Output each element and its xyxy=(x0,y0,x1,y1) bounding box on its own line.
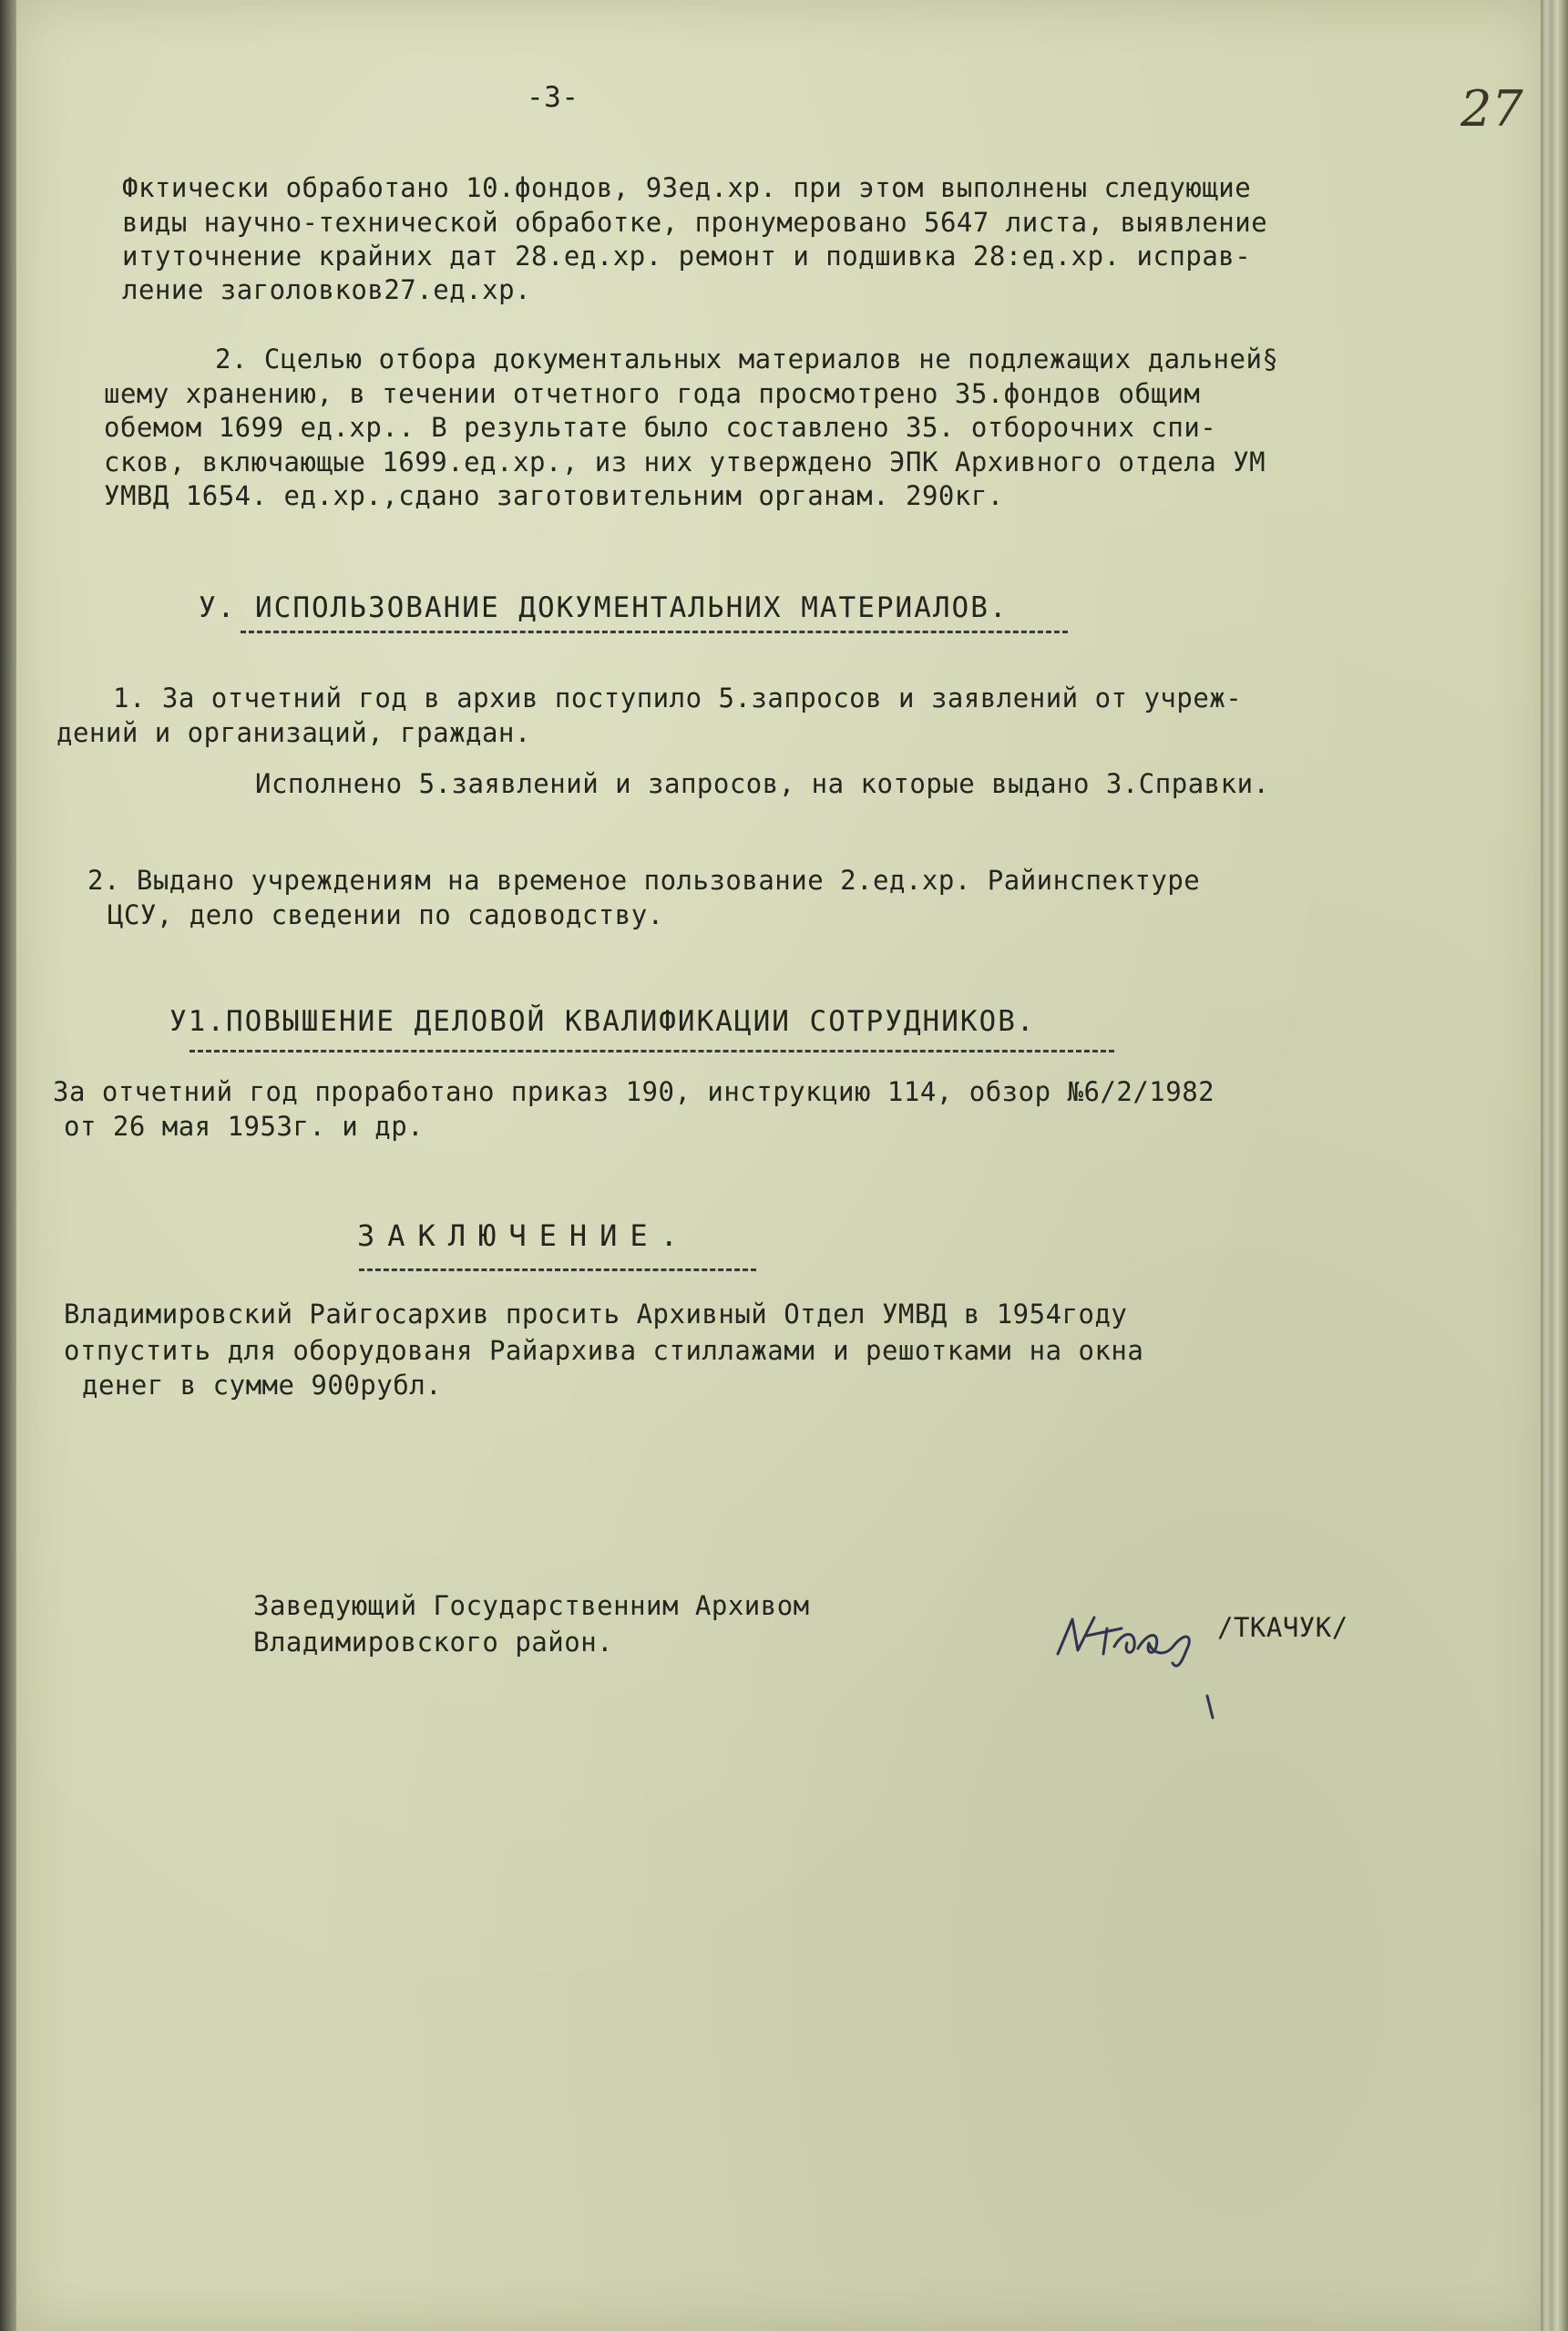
paragraph-2-line-3: обемом 1699 ед.хр.. В результате было составлено 35. отборочних спи- xyxy=(104,412,1217,443)
section-5-item-2-line-1: 2. Выдано учреждениям на временое пользование 2.ед.хр. Райинспектуре xyxy=(87,865,1201,896)
handwritten-signature xyxy=(1050,1590,1242,1727)
paper-stack-edge xyxy=(1541,0,1568,2331)
paragraph-1-line-3: итуточнение крайних дат 28.ед.хр. ремонт и подшивка 28:ед.хр. исправ- xyxy=(122,241,1252,272)
section-6-line-2: от 26 мая 1953г. и др. xyxy=(64,1111,425,1142)
conclusion-line-1: Владимировский Райгосархив просить Архивный Отдел УМВД в 1954году xyxy=(64,1299,1128,1330)
section-5-item-2-line-2: ЦСУ, дело сведении по садоводству. xyxy=(108,899,664,930)
folio-number: 27 xyxy=(1460,80,1523,138)
section-6-line-1: За отчетний год проработано приказ 190, инструкцию 114, обзор №6/2/1982 xyxy=(53,1076,1215,1107)
paragraph-1-line-1: Фктически обработано 10.фондов, 93ед.хр. при этом выполнены следующие xyxy=(122,172,1252,203)
signature-name: /ТКАЧУК/ xyxy=(1217,1612,1348,1643)
section-6-underline xyxy=(190,1050,1114,1053)
paragraph-2-line-2: шему хранению, в течении отчетного года просмотрено 35.фондов общим xyxy=(104,378,1201,409)
paragraph-2-line-4: сков, включающые 1699.ед.хр., из них утверждено ЭПК Архивного отдела УМ xyxy=(104,447,1266,477)
signature-position-line-1: Заведующий Государственним Архивом xyxy=(253,1590,810,1621)
section-5-title: У. ИСПОЛЬЗОВАНИЕ ДОКУМЕНТАЛЬНИХ МАТЕРИАЛОВ. xyxy=(199,591,1009,624)
conclusion-line-3: денег в сумме 900рубл. xyxy=(82,1370,443,1401)
document-page xyxy=(16,0,1547,2331)
binding-edge xyxy=(0,0,16,2331)
section-5-item-1-note: Исполнено 5.заявлений и запросов, на которые выдано 3.Справки. xyxy=(255,768,1270,799)
section-6-title: У1.ПОВЫШЕНИЕ ДЕЛОВОЙ КВАЛИФИКАЦИИ СОТРУДНИКОВ. xyxy=(169,1005,1036,1038)
conclusion-title: ЗАКЛЮЧЕНИЕ. xyxy=(357,1218,691,1253)
conclusion-underline xyxy=(359,1268,756,1271)
section-5-item-1-line-2: дений и организаций, граждан. xyxy=(56,717,531,748)
conclusion-line-2: отпустить для оборудованя Райархива стиллажами и решотками на окна xyxy=(64,1335,1144,1366)
paragraph-1-line-4: ление заголовков27.ед.хр. xyxy=(122,274,531,305)
page-number: -3- xyxy=(527,81,579,114)
paragraph-2-line-1: 2. Сцелью отбора документальных материалов не подлежащих дальней§ xyxy=(215,344,1279,375)
paragraph-2-line-5: УМВД 1654. ед.хр.,сдано заготовительним органам. 290кг. xyxy=(104,480,1004,511)
section-5-underline xyxy=(241,631,1068,633)
section-5-item-1-line-1: 1. За отчетний год в архив поступило 5.запросов и заявлений от учреж- xyxy=(113,683,1243,714)
signature-position-line-2: Владимировского район. xyxy=(253,1627,614,1658)
paragraph-1-line-2: виды научно-технической обработке, пронумеровано 5647 листа, выявление xyxy=(122,207,1268,238)
